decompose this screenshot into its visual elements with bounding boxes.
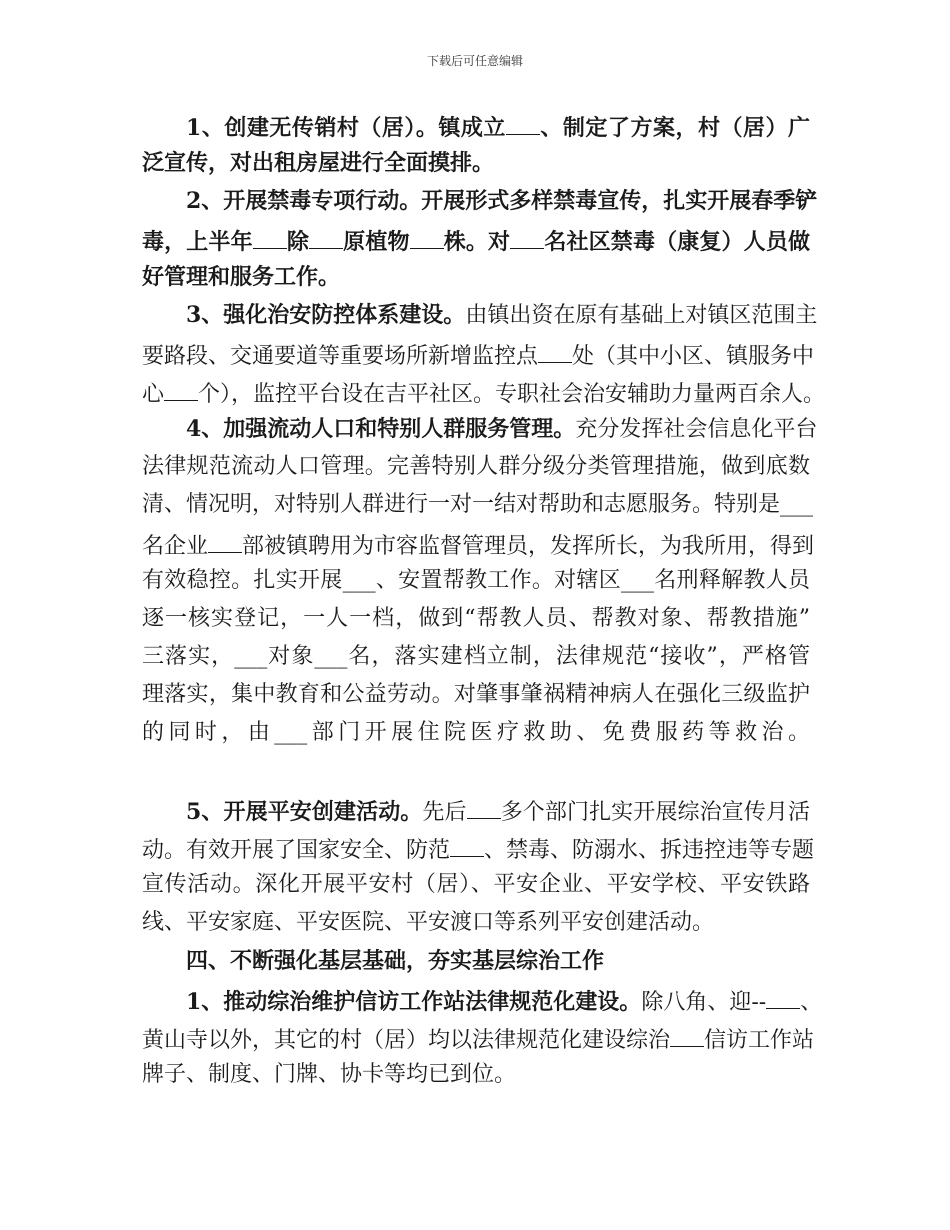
paragraph-3-line-3: 心 个），监控平台设在吉平社区。专职社会治安辅助力量两百余人。 — [142, 372, 810, 410]
paragraph-2-line-1: 2、开展禁毒专项行动。开展形式多样禁毒宣传，扎实开展春季铲 — [186, 188, 818, 214]
page-header: 下载后可任意编辑 — [426, 54, 523, 68]
blank — [309, 220, 343, 249]
paragraph-5-line-3: 宣传活动。深化开展平安村（居）、平安企业、平安学校、平安铁路 — [142, 872, 810, 897]
paragraph-6-line-3: 牌子、制度、门牌、协卡等均已到位。 — [142, 1062, 517, 1087]
paragraph-4-line-9: 的同时，由___部门开展住院医疗救助、免费服药等救治。 — [142, 720, 810, 745]
paragraph-2-line-2: 毒，上半年 除 原植物 株。对 名社区禁毒（康复）人员做 — [142, 220, 810, 258]
paragraph-3-line-2: 要路段、交通要道等重要场所新增监控点 处（其中小区、镇服务中 — [142, 334, 810, 372]
blank — [538, 334, 572, 363]
blank — [510, 220, 544, 249]
blank — [208, 524, 242, 553]
paragraph-5-line-1: 5、开展平安创建活动。先后 多个部门扎实开展综治宣传月活 — [142, 790, 810, 828]
paragraph-4-line-10 — [142, 752, 810, 790]
paragraph-2-line-3: 好管理和服务工作。 — [142, 264, 341, 290]
paragraph-4-line-5: 有效稳控。扎实开展___、安置帮教工作。对辖区___名刑释解教人员 — [142, 568, 810, 593]
paragraph-5-line-4: 线、平安家庭、平安医院、平安渡口等系列平安创建活动。 — [142, 910, 715, 935]
blank — [670, 1018, 704, 1047]
paragraph-6-line-2: 黄山寺以外，其它的村（居）均以法律规范化建设综治 信访工作站 — [142, 1018, 810, 1056]
blank — [450, 828, 484, 857]
paragraph-4-line-8: 理落实，集中教育和公益劳动。对肇事肇祸精神病人在强化三级监护 — [142, 682, 810, 707]
blank — [164, 372, 198, 401]
paragraph-3-line-1: 3、强化治安防控体系建设。由镇出资在原有基础上对镇区范围主 — [186, 302, 818, 328]
paragraph-4-line-2: 法律规范流动人口管理。完善特别人群分级分类管理措施，做到底数 — [142, 454, 810, 479]
paragraph-1-line-1: 1、创建无传销村（居）。镇成立 、制定了方案，村（居）广 — [142, 106, 810, 144]
blank — [506, 106, 540, 135]
document-body — [142, 106, 826, 1094]
blank — [410, 220, 444, 249]
paragraph-4-line-3: 清、情况明，对特别人群进行一对一结对帮助和志愿服务。特别是___ — [142, 492, 814, 517]
paragraph-4-line-1: 4、加强流动人口和特别人群服务管理。充分发挥社会信息化平台 — [186, 416, 818, 442]
section-heading: 四、不断强化基层基础，夯实基层综治工作 — [186, 948, 605, 974]
blank — [766, 980, 800, 1009]
paragraph-4-line-4: 名企业 部被镇聘用为市容监督管理员，发挥所长，为我所用，得到 — [142, 524, 810, 562]
paragraph-4-line-7: 三落实，___对象___名，落实建档立制，法律规范“接收”，严格管 — [142, 644, 810, 669]
paragraph-5-line-2: 动。有效开展了国家安全、防范 、禁毒、防溺水、拆违控违等专题 — [142, 828, 810, 866]
paragraph-6-line-1: 1、推动综治维护信访工作站法律规范化建设。除八角、迎-- 、 — [142, 980, 810, 1018]
blank — [253, 220, 287, 249]
blank — [467, 790, 501, 819]
paragraph-4-line-6: 逐一核实登记，一人一档，做到“帮教人员、帮教对象、帮教措施” — [142, 606, 810, 631]
paragraph-1-line-2: 泛宣传，对出租房屋进行全面摸排。 — [142, 150, 495, 176]
